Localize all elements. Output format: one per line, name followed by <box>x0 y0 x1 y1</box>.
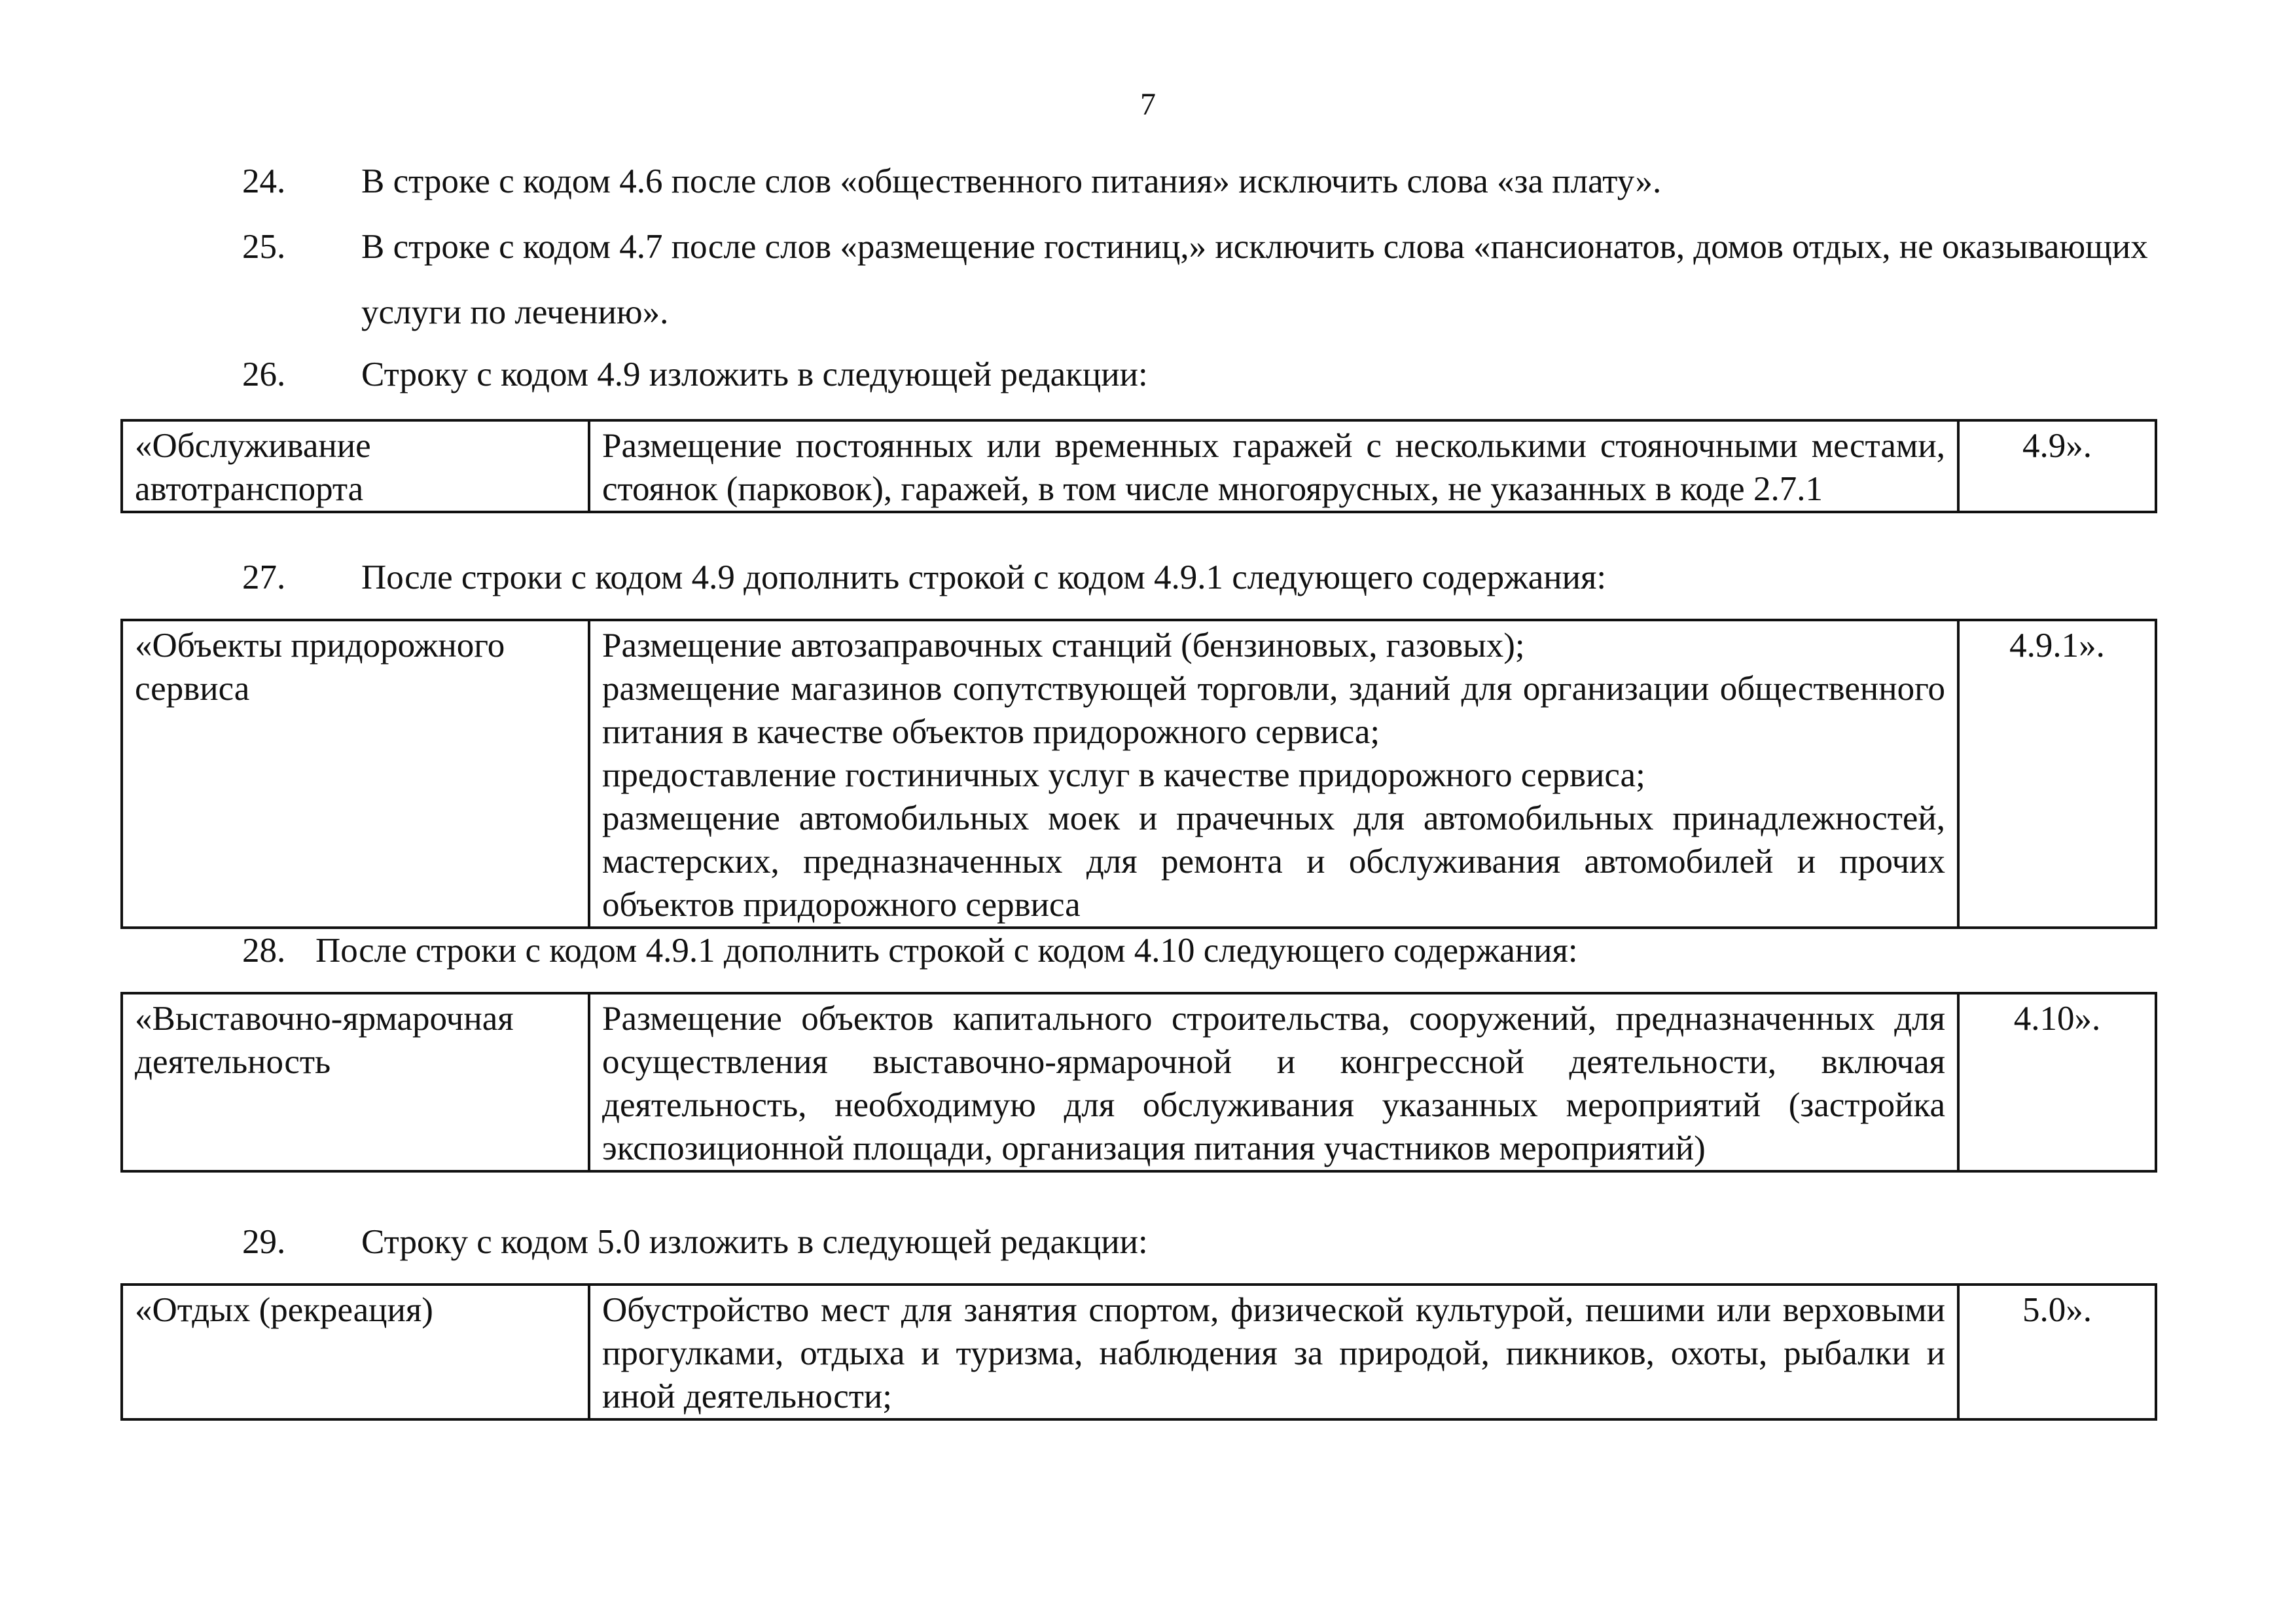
amendment-table-4-10 <box>120 992 2157 1173</box>
usage-code-cell: 5.0». <box>1958 1285 2156 1419</box>
item-text: После строки с кодом 4.9.1 дополнить строкой с кодом 4.10 следующего содержания: <box>315 932 1578 970</box>
item-number: 24. <box>242 162 286 200</box>
page-number: 7 <box>1140 87 1156 122</box>
item-text: Строку с кодом 5.0 изложить в следующей редакции: <box>361 1223 1148 1261</box>
item-text: Строку с кодом 4.9 изложить в следующей редакции: <box>361 356 1148 393</box>
usage-code-cell: 4.9». <box>1958 420 2156 512</box>
description-line: размещение магазинов сопутствующей торговли, зданий для организации общественного питания в качестве объектов придорожного сервиса; <box>602 670 1945 751</box>
item-text: В строке с кодом 4.7 после слов «размещение гостиниц,» исключить слова «пансионатов, домов отдых, не оказывающих услуги по лечению». <box>361 228 2148 331</box>
item-27 <box>242 556 2173 598</box>
item-number: 26. <box>242 356 286 393</box>
item-number: 27. <box>242 558 286 596</box>
item-number: 28. <box>242 932 286 970</box>
amendment-table-5-0 <box>120 1283 2157 1421</box>
usage-name-cell: «Выставочно-ярмарочная деятельность <box>122 993 589 1171</box>
usage-description-cell <box>589 420 1958 512</box>
description-line: Размещение объектов капитального строительства, сооружений, предназначенных для осуществления выставочно-ярмарочной и конгрессной деятельности, включая деятельность, необходимую для обслуживания указанных мероприятий (застройка экспозиционной площади, организация питания участников мероприятий) <box>602 1000 1945 1167</box>
item-text: В строке с кодом 4.6 после слов «общественного питания» исключить слова «за плату». <box>361 162 1662 200</box>
table-row <box>122 1285 2156 1419</box>
usage-description-cell <box>589 620 1958 928</box>
table-row <box>122 420 2156 512</box>
item-24 <box>242 160 2173 202</box>
amendment-table-4-9 <box>120 419 2157 513</box>
amendment-table-4-9-1 <box>120 619 2157 929</box>
item-number: 29. <box>242 1223 286 1261</box>
table-row <box>122 993 2156 1171</box>
item-25 <box>242 226 2173 345</box>
usage-name-cell: «Отдых (рекреация) <box>122 1285 589 1419</box>
item-text: После строки с кодом 4.9 дополнить строкой с кодом 4.9.1 следующего содержания: <box>361 558 1607 596</box>
item-26 <box>242 354 2173 395</box>
item-29 <box>242 1221 2173 1263</box>
item-28 <box>242 930 2173 972</box>
description-line: Размещение автозаправочных станций (бензиновых, газовых); <box>602 627 1525 665</box>
description-line: размещение автомобильных моек и прачечных для автомобильных принадлежностей, мастерских, предназначенных для ремонта и обслуживания автомобилей и прочих объектов придорожного сервиса <box>602 799 1945 924</box>
usage-code-cell: 4.10». <box>1958 993 2156 1171</box>
usage-description-cell <box>589 1285 1958 1419</box>
usage-name-cell: «Обслуживание автотранспорта <box>122 420 589 512</box>
item-number: 25. <box>242 228 286 266</box>
usage-description-cell <box>589 993 1958 1171</box>
description-line: предоставление гостиничных услуг в качестве придорожного сервиса; <box>602 756 1645 794</box>
usage-code-cell: 4.9.1». <box>1958 620 2156 928</box>
description-line: Обустройство мест для занятия спортом, физической культурой, пешими или верховыми прогулками, отдыха и туризма, наблюдения за природой, пикников, охоты, рыбалки и иной деятельности; <box>602 1291 1945 1415</box>
table-row <box>122 620 2156 928</box>
usage-name-cell: «Объекты придорожного сервиса <box>122 620 589 928</box>
description-line: Размещение постоянных или временных гаражей с несколькими стояночными местами, стоянок (парковок), гаражей, в том числе многоярусных, не указанных в коде 2.7.1 <box>602 427 1945 508</box>
